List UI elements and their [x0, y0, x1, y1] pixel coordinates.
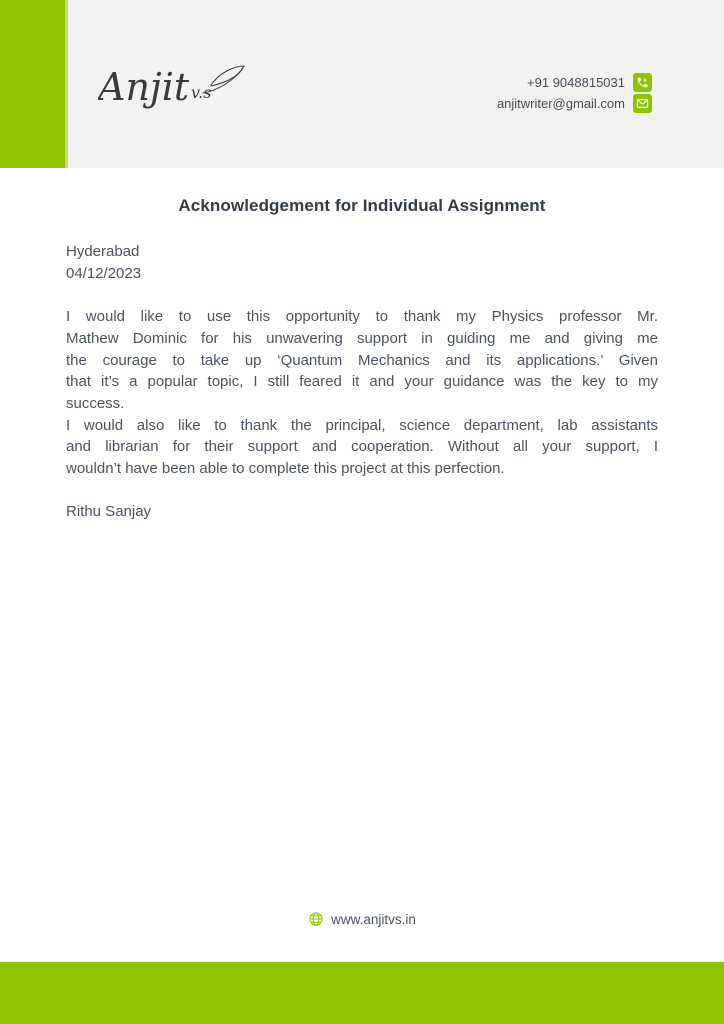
- letter-title: Acknowledgement for Individual Assignment: [178, 196, 546, 215]
- paragraph-line: Mathew Dominic for his unwavering support in guiding me and giving me: [66, 329, 658, 347]
- contact-phone-row: [527, 73, 652, 92]
- paragraph-line: I would also like to thank the principal, science department, lab assistants: [66, 416, 658, 434]
- paragraph-line: success.: [66, 394, 125, 412]
- paragraph-line: that it’s a popular topic, I still feared it and your guidance was the key to my: [66, 373, 658, 391]
- contact-block: [497, 73, 652, 113]
- letter-paragraphs: [66, 306, 658, 480]
- left-accent-bar: [0, 0, 68, 168]
- globe-icon: [308, 911, 324, 927]
- website-url: www.anjitvs.in: [331, 911, 416, 927]
- header-band: [0, 0, 724, 168]
- phone-number: +91 9048815031: [527, 75, 625, 90]
- date-line: 04/12/2023: [66, 264, 142, 282]
- signature-name: Rithu Sanjay: [66, 503, 152, 521]
- contact-email-row: [497, 94, 652, 113]
- phone-icon: [633, 73, 652, 92]
- letter-body: [66, 241, 658, 523]
- place-line: Hyderabad: [66, 243, 140, 260]
- email-address: anjitwriter@gmail.com: [496, 96, 625, 111]
- paragraph-line: and librarian for their support and cooperation. Without all your support, I: [66, 438, 658, 456]
- paragraph-line: wouldn’t have been able to complete this project at this perfection.: [66, 460, 505, 478]
- logo-signature: [98, 52, 246, 122]
- paragraph-line: the courage to take up ‘Quantum Mechanics and its applications.’ Given: [66, 351, 658, 369]
- envelope-icon: [633, 94, 652, 113]
- paragraph: [66, 306, 658, 415]
- logo: [98, 52, 246, 127]
- paragraph-line: I would like to use this opportunity to thank my Physics professor Mr.: [66, 308, 658, 326]
- paragraph: [66, 415, 658, 480]
- logo-main-text: Anjit: [98, 65, 190, 109]
- footer-website: [0, 911, 724, 927]
- logo-suffix-text: v.s: [191, 83, 212, 102]
- bottom-accent-bar: [0, 962, 724, 1024]
